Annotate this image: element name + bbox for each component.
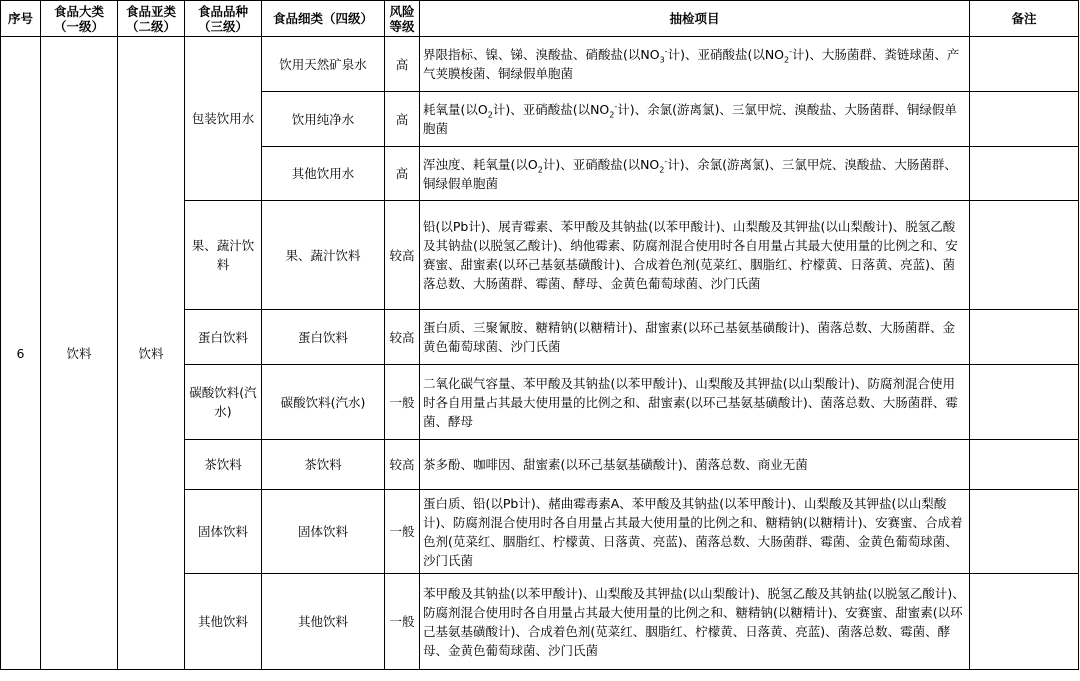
header-risk: 风险等级	[385, 1, 420, 37]
risk-cell: 一般	[385, 365, 420, 440]
cat2-cell: 饮料	[118, 37, 185, 670]
header-row	[1, 1, 1079, 37]
subcat-cell: 果、蔬汁饮料	[262, 201, 385, 310]
note-cell	[970, 365, 1079, 440]
note-cell	[970, 37, 1079, 92]
note-cell	[970, 310, 1079, 365]
items-cell: 苯甲酸及其钠盐(以苯甲酸计)、山梨酸及其钾盐(以山梨酸计)、脱氢乙酸及其钠盐(以脱氢乙酸计)、防腐剂混合使用时各自用量占其最大使用量的比例之和、糖精钠(以糖精计)、安赛蜜、甜蜜素(以环己基氨基磺酸计)、合成着色剂(苋菜红、胭脂红、柠檬黄、日落黄、亮蓝)、菌落总数、霉菌、酵母、金黄色葡萄球菌、沙门氏菌	[420, 574, 970, 670]
note-cell	[970, 201, 1079, 310]
note-cell	[970, 440, 1079, 490]
risk-cell: 较高	[385, 201, 420, 310]
cat1-cell: 饮料	[41, 37, 118, 670]
note-cell	[970, 147, 1079, 201]
risk-cell: 高	[385, 147, 420, 201]
subcat-cell: 其他饮用水	[262, 147, 385, 201]
items-cell: 二氧化碳气容量、苯甲酸及其钠盐(以苯甲酸计)、山梨酸及其钾盐(以山梨酸计)、防腐剂混合使用时各自用量占其最大使用量的比例之和、甜蜜素(以环己基氨基磺酸计)、菌落总数、大肠菌群、霉菌、酵母	[420, 365, 970, 440]
header-cat3: 食品品种（三级）	[185, 1, 262, 37]
subcat-cell: 蛋白饮料	[262, 310, 385, 365]
header-note: 备注	[970, 1, 1079, 37]
risk-cell: 高	[385, 92, 420, 147]
items-cell: 铅(以Pb计)、展青霉素、苯甲酸及其钠盐(以苯甲酸计)、山梨酸及其钾盐(以山梨酸计)、脱氢乙酸及其钠盐(以脱氢乙酸计)、纳他霉素、防腐剂混合使用时各自用量占其最大使用量的比例之和、安赛蜜、甜蜜素(以环己基氨基磺酸计)、合成着色剂(苋菜红、胭脂红、柠檬黄、日落黄、亮蓝)、菌落总数、大肠菌群、霉菌、酵母、金黄色葡萄球菌、沙门氏菌	[420, 201, 970, 310]
subcat-cell: 其他饮料	[262, 574, 385, 670]
seq-cell: 6	[1, 37, 41, 670]
items-cell: 蛋白质、三聚氰胺、糖精钠(以糖精计)、甜蜜素(以环己基氨基磺酸计)、菌落总数、大肠菌群、金黄色葡萄球菌、沙门氏菌	[420, 310, 970, 365]
risk-cell: 一般	[385, 574, 420, 670]
risk-cell: 一般	[385, 490, 420, 574]
subcat-cell: 固体饮料	[262, 490, 385, 574]
variety-cell: 果、蔬汁饮料	[185, 201, 262, 310]
subcat-cell: 碳酸饮料(汽水)	[262, 365, 385, 440]
risk-cell: 较高	[385, 440, 420, 490]
variety-cell: 蛋白饮料	[185, 310, 262, 365]
subcat-cell: 茶饮料	[262, 440, 385, 490]
items-cell: 蛋白质、铅(以Pb计)、赭曲霉毒素A、苯甲酸及其钠盐(以苯甲酸计)、山梨酸及其钾盐(以山梨酸计)、防腐剂混合使用时各自用量占其最大使用量的比例之和、糖精钠(以糖精计)、安赛蜜、合成着色剂(苋菜红、胭脂红、柠檬黄、日落黄、亮蓝)、菌落总数、大肠菌群、霉菌、金黄色葡萄球菌、沙门氏菌	[420, 490, 970, 574]
risk-cell: 较高	[385, 310, 420, 365]
variety-cell: 其他饮料	[185, 574, 262, 670]
note-cell	[970, 92, 1079, 147]
variety-cell: 碳酸饮料(汽水)	[185, 365, 262, 440]
header-seq: 序号	[1, 1, 41, 37]
note-cell	[970, 490, 1079, 574]
items-cell: 耗氧量(以$O_2$计)、亚硝酸盐(以$NO_2^-$计)、余氯(游离氯)、三氯甲烷、溴酸盐、大肠菌群、铜绿假单胞菌	[420, 92, 970, 147]
risk-cell: 高	[385, 37, 420, 92]
items-cell: 茶多酚、咖啡因、甜蜜素(以环己基氨基磺酸计)、菌落总数、商业无菌	[420, 440, 970, 490]
header-cat2: 食品亚类（二级）	[118, 1, 185, 37]
subcat-cell: 饮用天然矿泉水	[262, 37, 385, 92]
note-cell	[970, 574, 1079, 670]
variety-cell: 固体饮料	[185, 490, 262, 574]
header-cat1: 食品大类（一级）	[41, 1, 118, 37]
items-cell: 界限指标、镍、锑、溴酸盐、硝酸盐(以$NO_3^-$计)、亚硝酸盐(以$NO_2^-$计)、大肠菌群、粪链球菌、产气荚膜梭菌、铜绿假单胞菌	[420, 37, 970, 92]
items-cell: 浑浊度、耗氧量(以$O_2$计)、亚硝酸盐(以$NO_2^-$计)、余氯(游离氯)、三氯甲烷、溴酸盐、大肠菌群、铜绿假单胞菌	[420, 147, 970, 201]
table-row	[1, 37, 1079, 92]
header-items: 抽检项目	[420, 1, 970, 37]
variety-cell: 茶饮料	[185, 440, 262, 490]
variety-cell: 包装饮用水	[185, 37, 262, 201]
header-cat4: 食品细类（四级）	[262, 1, 385, 37]
subcat-cell: 饮用纯净水	[262, 92, 385, 147]
